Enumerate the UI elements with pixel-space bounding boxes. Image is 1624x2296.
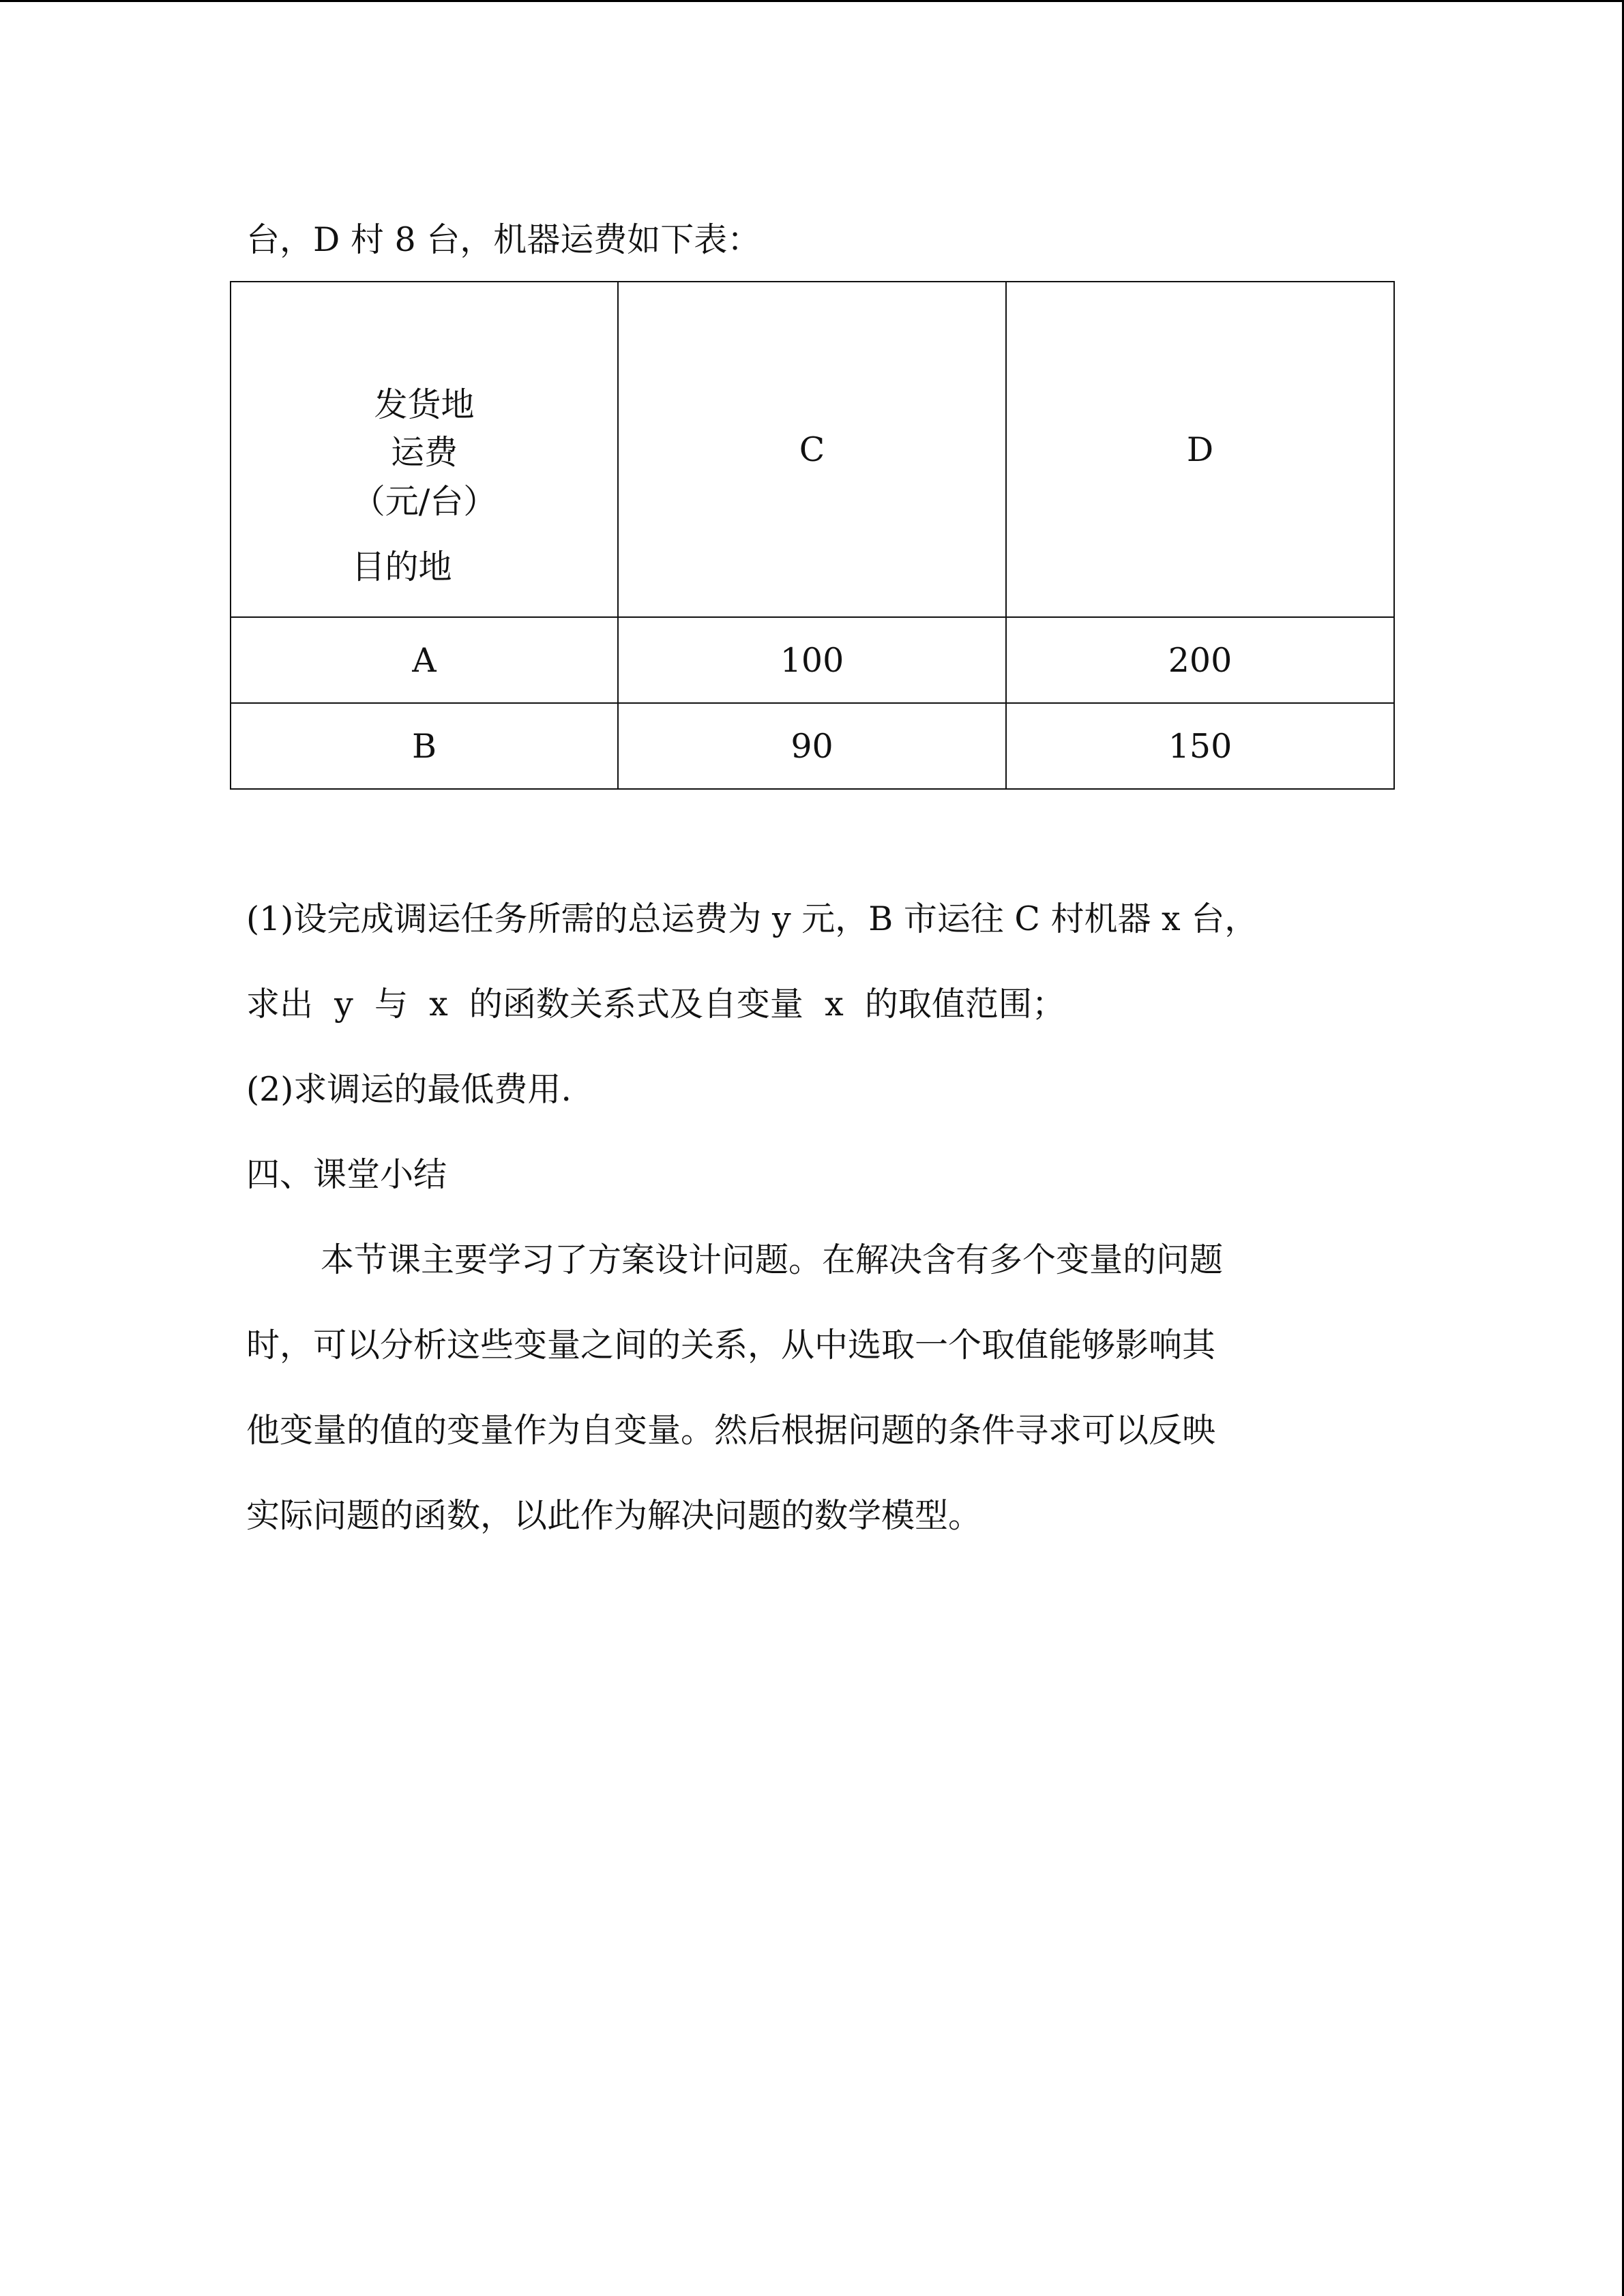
summary-paragraph-line-1: 本节课主要学习了方案设计问题。在解决含有多个变量的问题	[321, 1240, 1224, 1279]
cell-a-d: 200	[1006, 617, 1394, 703]
corner-label-destination: 目的地	[351, 548, 452, 586]
summary-heading: 四、课堂小结	[246, 1155, 447, 1194]
corner-label-origin: 发货地	[374, 385, 475, 424]
corner-label-unit: （元/台）	[351, 482, 497, 521]
question-1-line-2: 求出 y 与 x 的函数关系式及自变量 x 的取值范围；	[246, 985, 1065, 1024]
column-header-c: C	[618, 282, 1006, 617]
page-top-border	[0, 0, 1624, 2]
table-corner-cell	[231, 282, 618, 617]
table-row	[231, 617, 1394, 703]
summary-paragraph-line-4: 实际问题的函数，以此作为解决问题的数学模型。	[246, 1496, 982, 1535]
corner-label-freight: 运费	[390, 433, 458, 472]
row-label-a: A	[231, 617, 618, 703]
question-1-line-1: (1)设完成调运任务所需的总运费为 y 元，B 市运往 C 村机器 x 台，	[246, 899, 1258, 938]
table-row	[231, 703, 1394, 789]
table-header-row	[231, 282, 1394, 617]
cell-a-c: 100	[618, 617, 1006, 703]
cell-b-d: 150	[1006, 703, 1394, 789]
summary-paragraph-line-3: 他变量的值的变量作为自变量。然后根据问题的条件寻求可以反映	[246, 1411, 1216, 1450]
intro-line: 台，D 村 8 台，机器运费如下表：	[246, 220, 761, 259]
cell-b-c: 90	[618, 703, 1006, 789]
summary-paragraph-line-2: 时，可以分析这些变量之间的关系，从中选取一个取值能够影响其	[246, 1326, 1216, 1365]
freight-table	[230, 281, 1395, 790]
question-2: (2)求调运的最低费用.	[246, 1070, 572, 1109]
column-header-d: D	[1006, 282, 1394, 617]
row-label-b: B	[231, 703, 618, 789]
